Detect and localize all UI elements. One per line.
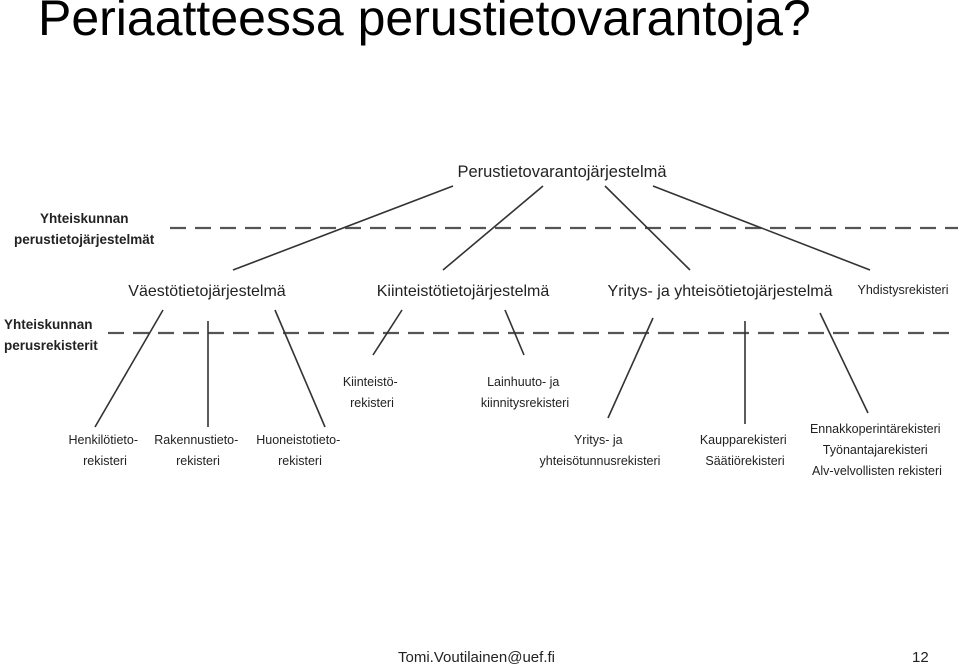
register-kauppa: Kaupparekisteri Säätiörekisteri: [699, 433, 787, 468]
system-kiinteisto: Kiinteistötietojärjestelmä: [376, 283, 550, 300]
register-lainhuuto: Lainhuuto- ja kiinnitysrekisteri: [480, 375, 570, 410]
connector-vaesto-huoneisto: [275, 310, 325, 427]
connector-yritys-ennakko: [820, 313, 868, 413]
system-yritys: Yritys- ja yhteisötietojärjestelmä: [607, 283, 833, 300]
system-yhdistys: Yhdistysrekisteri: [857, 283, 949, 297]
register-ytunnus: Yritys- ja yhteisötunnusrekisteri: [539, 433, 661, 468]
page-number: 12: [912, 649, 929, 666]
register-henkilo: Henkilötieto- rekisteri: [68, 433, 138, 468]
lower-level-label: Yhteiskunnan perusrekisterit: [4, 317, 98, 353]
register-huoneisto: Huoneistotieto- rekisteri: [256, 433, 341, 468]
connector-vaesto-henkilo: [95, 310, 163, 427]
slide-title: Periaatteessa perustietovarantoja?: [38, 0, 811, 46]
footer-email: Tomi.Voutilainen@uef.fi: [398, 649, 555, 666]
system-vaesto: Väestötietojärjestelmä: [128, 283, 286, 300]
register-rakennus: Rakennustieto- rekisteri: [154, 433, 239, 468]
register-kiinteisto: Kiinteistö- rekisteri: [342, 375, 398, 410]
upper-level-label: Yhteiskunnan perustietojärjestelmät: [14, 211, 155, 247]
register-ennakko: Ennakkoperintärekisteri Työnantajarekisteri Alv-velvollisten rekisteri: [809, 422, 942, 478]
root-system-label: Perustietovarantojärjestelmä: [457, 163, 667, 181]
